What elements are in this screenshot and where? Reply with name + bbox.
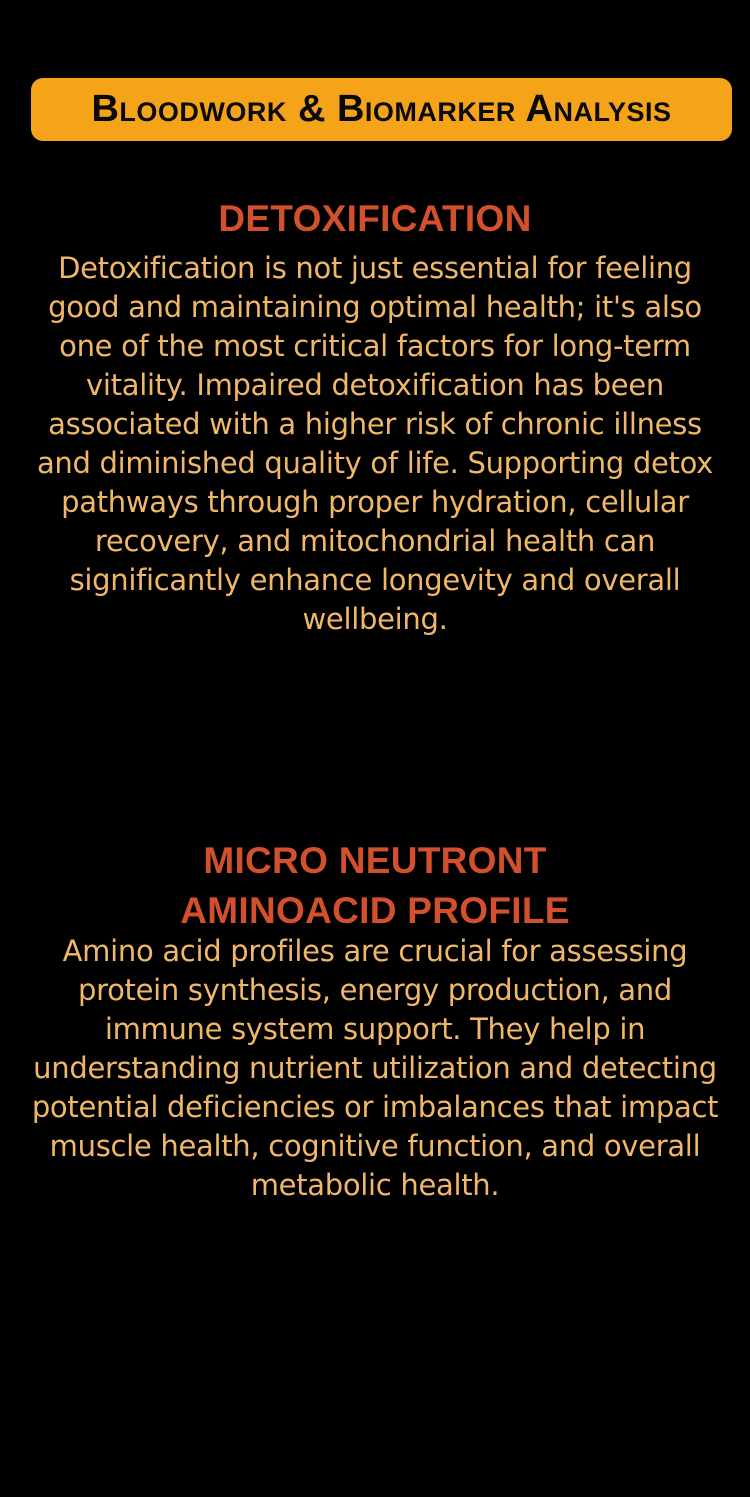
amino-acid-heading-line1: MICRO NEUTRONT [203,840,547,881]
detoxification-body: Detoxification is not just essential for feeling good and maintaining optimal health; it's also one of the most critical factors for long-term vitality. Impaired detoxification has been associated with a higher risk of chronic illness and diminished quality of life. Supporting detox pathways through proper hydration, cellular recovery, and mitochondrial health can significantly enhance longevity and overall wellbeing. [36,251,714,636]
banner-title: Bloodwork & Biomarker Analysis [91,88,672,130]
amino-acid-heading-line2: AMINOACID PROFILE [180,890,570,931]
amino-acid-section [0,836,750,1205]
amino-acid-body: Amino acid profiles are crucial for assessing protein synthesis, energy production, and immune system support. They help in understanding nutrient utilization and detecting potential deficiencies or imbalances that impact muscle health, cognitive function, and overall metabolic health. [31,934,719,1202]
detoxification-heading: DETOXIFICATION [218,198,532,239]
detoxification-section [0,196,750,639]
header-banner [31,78,732,141]
